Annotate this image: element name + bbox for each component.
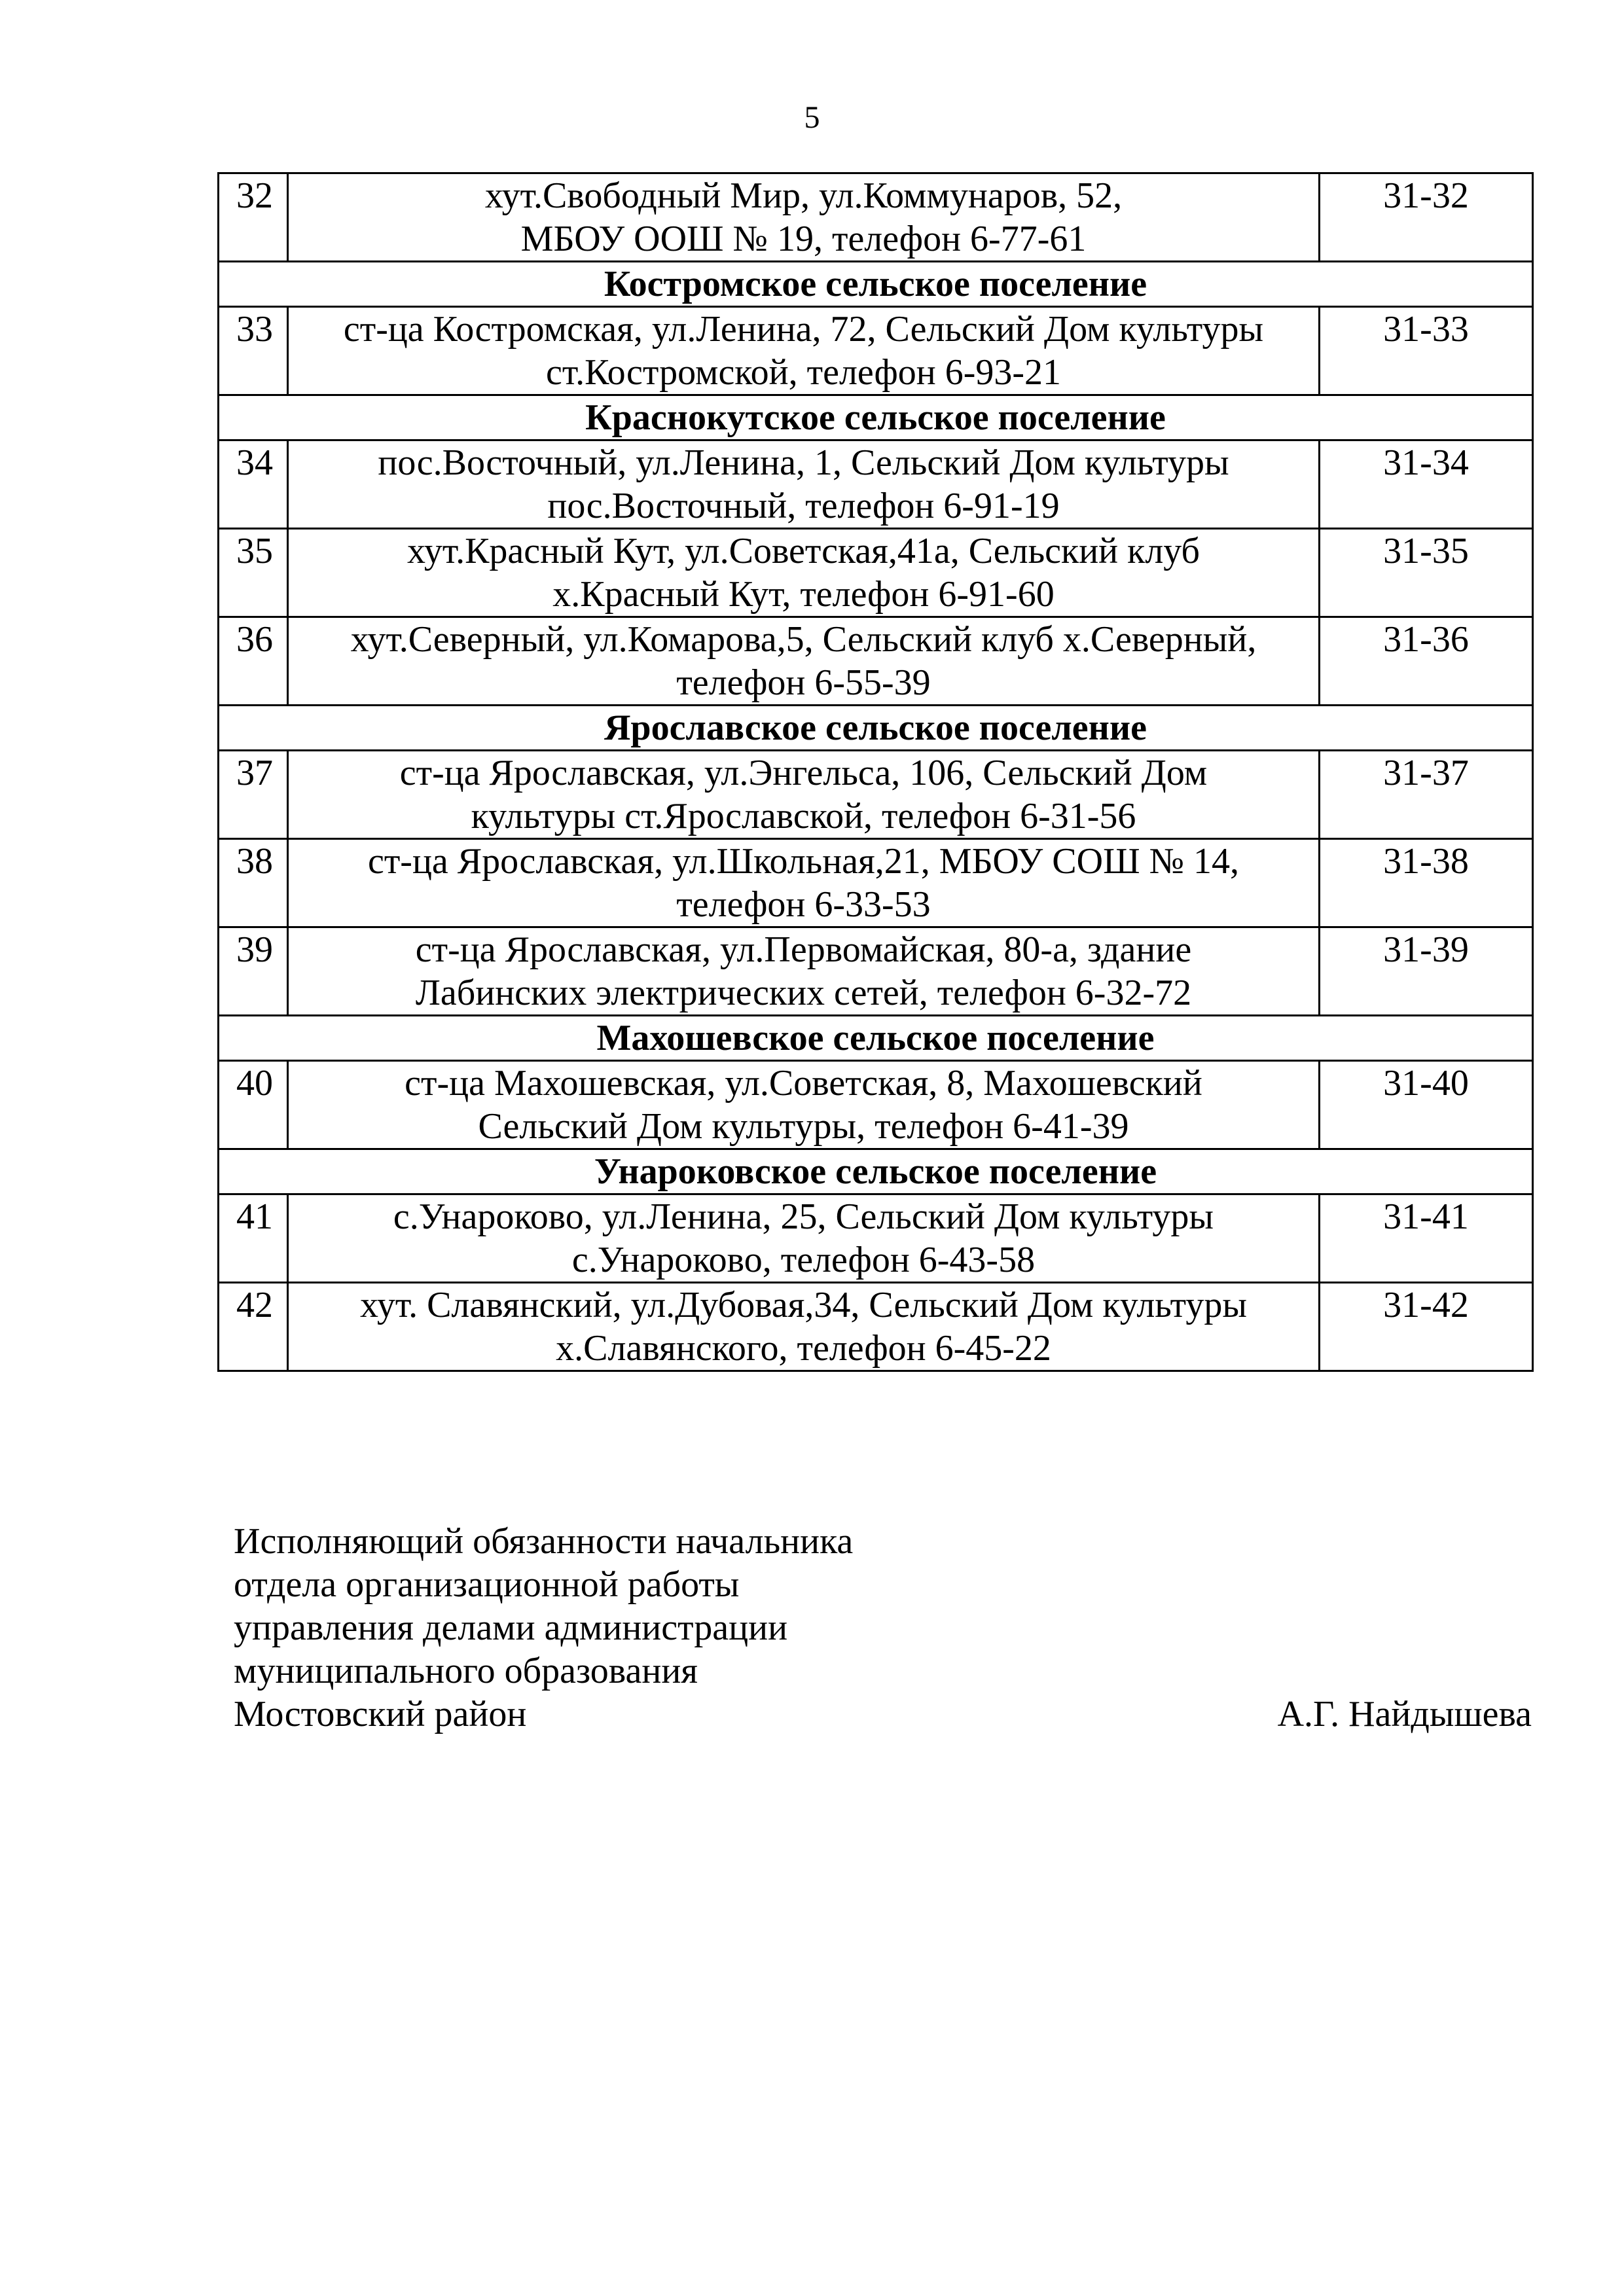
section-title: Унароковское сельское поселение [219, 1149, 1533, 1194]
station-number: 32 [219, 173, 288, 262]
address-line: Сельский Дом культуры, телефон 6-41-39 [478, 1106, 1129, 1147]
station-number: 36 [219, 617, 288, 706]
station-address [288, 617, 1320, 706]
address-line: Лабинских электрических сетей, телефон 6-32-72 [415, 973, 1192, 1013]
station-code: 31-36 [1320, 617, 1533, 706]
address-line: ст-ца Ярославская, ул.Школьная,21, МБОУ СОШ № 14, [367, 841, 1240, 882]
address-line: телефон 6-33-53 [676, 884, 931, 925]
polling-stations-table [217, 172, 1534, 1372]
address-line: хут.Северный, ул.Комарова,5, Сельский клуб х.Северный, [350, 619, 1257, 660]
section-row [219, 1016, 1533, 1061]
address-line: МБОУ ООШ № 19, телефон 6-77-61 [520, 219, 1087, 259]
station-number: 40 [219, 1061, 288, 1149]
address-line: ст-ца Ярославская, ул.Первомайская, 80-а, здание [415, 929, 1192, 970]
address-line: ст-ца Махошевская, ул.Советская, 8, Махошевский [405, 1063, 1202, 1103]
section-row [219, 1149, 1533, 1194]
section-row [219, 262, 1533, 307]
table-row [219, 173, 1533, 262]
address-line: пос.Восточный, телефон 6-91-19 [547, 486, 1060, 526]
section-title: Костромское сельское поселение [219, 262, 1533, 307]
signature-block [234, 1520, 1150, 1736]
section-row [219, 706, 1533, 751]
table-row [219, 927, 1533, 1016]
table-row [219, 1061, 1533, 1149]
page-number: 5 [804, 100, 820, 135]
signature-position-line: Исполняющий обязанности начальника [234, 1521, 854, 1562]
station-address [288, 1194, 1320, 1283]
station-number: 38 [219, 839, 288, 927]
table-row [219, 617, 1533, 706]
station-address [288, 927, 1320, 1016]
section-title: Махошевское сельское поселение [219, 1016, 1533, 1061]
station-address [288, 751, 1320, 839]
station-address [288, 1061, 1320, 1149]
table-row [219, 440, 1533, 529]
address-line: хут. Славянский, ул.Дубовая,34, Сельский Дом культуры [359, 1285, 1248, 1325]
address-line: ст-ца Костромская, ул.Ленина, 72, Сельский Дом культуры [343, 309, 1264, 350]
station-code: 31-35 [1320, 529, 1533, 617]
station-number: 33 [219, 307, 288, 395]
station-address [288, 307, 1320, 395]
station-address [288, 1283, 1320, 1371]
address-line: с.Унароково, телефон 6-43-58 [571, 1240, 1036, 1280]
section-row [219, 395, 1533, 440]
station-number: 37 [219, 751, 288, 839]
address-line: ст-ца Ярославская, ул.Энгельса, 106, Сельский Дом [399, 753, 1208, 793]
station-code: 31-39 [1320, 927, 1533, 1016]
station-code: 31-33 [1320, 307, 1533, 395]
station-number: 34 [219, 440, 288, 529]
station-address [288, 839, 1320, 927]
signature-position-line: отдела организационной работы [234, 1564, 740, 1605]
station-code: 31-34 [1320, 440, 1533, 529]
station-address [288, 529, 1320, 617]
address-line: телефон 6-55-39 [676, 662, 931, 703]
address-line: х.Славянского, телефон 6-45-22 [556, 1328, 1051, 1369]
table-row [219, 1194, 1533, 1283]
section-title: Ярославское сельское поселение [219, 706, 1533, 751]
signature-position-line: Мостовский район [234, 1694, 527, 1734]
station-number: 42 [219, 1283, 288, 1371]
section-title: Краснокутское сельское поселение [219, 395, 1533, 440]
station-number: 35 [219, 529, 288, 617]
table-row [219, 529, 1533, 617]
address-line: с.Унароково, ул.Ленина, 25, Сельский Дом культуры [393, 1196, 1214, 1237]
station-code: 31-42 [1320, 1283, 1533, 1371]
address-line: пос.Восточный, ул.Ленина, 1, Сельский Дом культуры [378, 442, 1229, 483]
table-row [219, 839, 1533, 927]
station-number: 41 [219, 1194, 288, 1283]
table-row [219, 1283, 1533, 1371]
station-code: 31-38 [1320, 839, 1533, 927]
station-code: 31-32 [1320, 173, 1533, 262]
signature-position-line: муниципального образования [234, 1651, 698, 1691]
address-line: х.Красный Кут, телефон 6-91-60 [552, 574, 1055, 615]
table-row [219, 307, 1533, 395]
address-line: хут.Красный Кут, ул.Советская,41а, Сельский клуб [406, 531, 1200, 571]
station-address [288, 440, 1320, 529]
station-code: 31-37 [1320, 751, 1533, 839]
signatory-name: А.Г. Найдышева [1277, 1694, 1532, 1734]
station-number: 39 [219, 927, 288, 1016]
station-code: 31-41 [1320, 1194, 1533, 1283]
signature-position-line: управления делами администрации [234, 1607, 788, 1648]
address-line: ст.Костромской, телефон 6-93-21 [545, 352, 1061, 393]
address-line: хут.Свободный Мир, ул.Коммунаров, 52, [484, 175, 1123, 216]
station-address [288, 173, 1320, 262]
station-code: 31-40 [1320, 1061, 1533, 1149]
table-row [219, 751, 1533, 839]
address-line: культуры ст.Ярославской, телефон 6-31-56 [471, 796, 1136, 836]
